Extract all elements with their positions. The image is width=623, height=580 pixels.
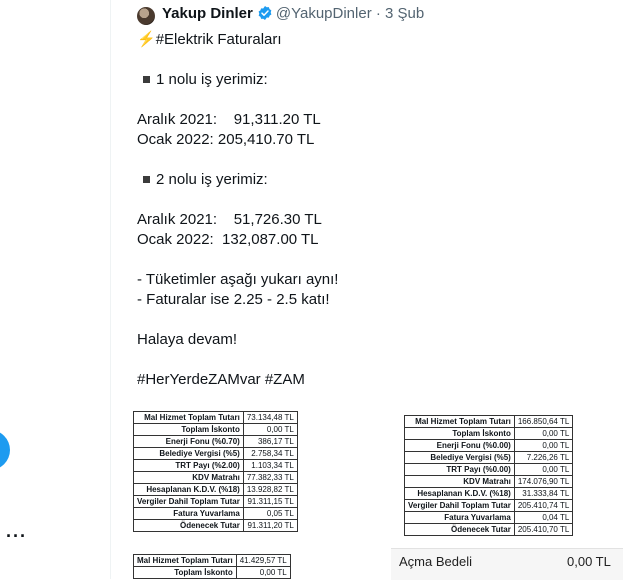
invoice-row — [134, 567, 291, 579]
text-line — [137, 110, 607, 130]
invoice-value: 77.382,33 TL — [243, 472, 297, 484]
invoice-label: Hesaplanan K.D.V. (%18) — [134, 484, 244, 496]
invoice-value: 386,17 TL — [243, 436, 297, 448]
invoice-label: Toplam İskonto — [134, 424, 244, 436]
bullet-line — [137, 170, 607, 190]
compose-button[interactable] — [0, 430, 10, 470]
bullet-line — [137, 70, 607, 90]
invoice-label: Mal Hizmet Toplam Tutarı — [134, 412, 244, 424]
invoice-row — [134, 436, 298, 448]
invoice-row — [405, 416, 573, 428]
display-name[interactable]: Yakup Dinler — [162, 5, 253, 22]
avatar[interactable] — [137, 7, 155, 25]
invoice-label: Mal Hizmet Toplam Tutarı — [134, 555, 237, 567]
line-text: - Faturalar ise 2.25 - 2.5 katı! — [137, 291, 330, 308]
invoice-row — [405, 524, 573, 536]
text-line — [137, 330, 607, 350]
text-line — [137, 370, 607, 390]
invoice-value: 91.311,15 TL — [243, 496, 297, 508]
invoice-label: KDV Matrahı — [405, 476, 515, 488]
invoice-value: 205.410,70 TL — [514, 524, 572, 536]
text-line — [137, 230, 607, 250]
invoice-table-ocak — [404, 415, 573, 536]
square-bullet-icon — [143, 76, 150, 83]
line-text: Aralık 2021: 91,311.20 TL — [137, 111, 321, 128]
line-text: - Tüketimler aşağı yukarı aynı! — [137, 271, 339, 288]
line-text: 2 nolu iş yerimiz: — [156, 171, 268, 188]
invoice-row — [405, 440, 573, 452]
invoice-value: 174.076,90 TL — [514, 476, 572, 488]
invoice-row — [134, 424, 298, 436]
invoice-row — [405, 452, 573, 464]
invoice-value: 7.226,26 TL — [514, 452, 572, 464]
invoice-label: Belediye Vergisi (%5) — [134, 448, 244, 460]
invoice-row — [134, 460, 298, 472]
invoice-value: 2.758,34 TL — [243, 448, 297, 460]
text-line — [137, 270, 607, 290]
invoice-label: Ödenecek Tutar — [134, 520, 244, 532]
invoice-value: 0,00 TL — [236, 567, 290, 579]
invoice-value: 13.928,82 TL — [243, 484, 297, 496]
invoice-label: Vergiler Dahil Toplam Tutar — [405, 500, 515, 512]
invoice-label: Enerji Fonu (%0.70) — [134, 436, 244, 448]
invoice-row — [134, 520, 298, 532]
invoice-row — [134, 472, 298, 484]
tweet-date[interactable]: 3 Şub — [385, 5, 425, 22]
invoice-value: 0,05 TL — [243, 508, 297, 520]
line-text: Halaya devam! — [137, 331, 238, 348]
invoice-value: 205.410,74 TL — [514, 500, 572, 512]
blank-line — [137, 310, 607, 330]
invoice-label: KDV Matrahı — [134, 472, 244, 484]
invoice-label: Toplam İskonto — [134, 567, 237, 579]
square-bullet-icon — [143, 176, 150, 183]
invoice-value: 73.134,48 TL — [243, 412, 297, 424]
invoice-value: 1.103,34 TL — [243, 460, 297, 472]
invoice-row — [134, 448, 298, 460]
verified-badge-icon — [257, 5, 273, 25]
text-line — [137, 130, 607, 150]
invoice-row — [134, 484, 298, 496]
invoice-value: 31.333,84 TL — [514, 488, 572, 500]
blank-line — [137, 250, 607, 270]
acma-bedeli-row — [391, 548, 623, 580]
column-divider — [110, 0, 111, 579]
invoice-row — [134, 555, 291, 567]
invoice-row — [405, 512, 573, 524]
invoice-value: 0,04 TL — [514, 512, 572, 524]
invoice-row — [405, 500, 573, 512]
invoice-value: 0,00 TL — [514, 428, 572, 440]
more-options-icon[interactable]: ··· — [6, 526, 27, 546]
invoice-label: Fatura Yuvarlama — [405, 512, 515, 524]
blank-line — [137, 190, 607, 210]
invoice-value: 166.850,64 TL — [514, 416, 572, 428]
tweet-header — [162, 5, 424, 25]
line-text: #Elektrik Faturaları — [155, 31, 282, 48]
invoice-label: Mal Hizmet Toplam Tutarı — [405, 416, 515, 428]
text-line — [137, 210, 607, 230]
tweet-heading — [137, 30, 607, 50]
invoice-value: 41.429,57 TL — [236, 555, 290, 567]
invoice-value: 0,00 TL — [514, 464, 572, 476]
handle[interactable]: @YakupDinler — [275, 5, 372, 22]
left-rail — [0, 0, 50, 579]
line-text: Ocak 2022: 132,087.00 TL — [137, 231, 319, 248]
separator-dot: · — [375, 5, 381, 22]
invoice-label: Toplam İskonto — [405, 428, 515, 440]
invoice-row — [405, 476, 573, 488]
line-text: Ocak 2022: 205,410.70 TL — [137, 131, 315, 148]
line-text: 1 nolu iş yerimiz: — [156, 71, 268, 88]
acma-value: 0,00 TL — [567, 554, 611, 569]
acma-label: Açma Bedeli — [399, 554, 472, 569]
blank-line — [137, 90, 607, 110]
invoice-label: Belediye Vergisi (%5) — [405, 452, 515, 464]
blank-line — [137, 350, 607, 370]
lightning-icon: ⚡ — [137, 31, 156, 48]
invoice-table-aralik — [133, 411, 298, 532]
invoice-label: Enerji Fonu (%0.00) — [405, 440, 515, 452]
invoice-row — [134, 412, 298, 424]
invoice-label: Fatura Yuvarlama — [134, 508, 244, 520]
invoice-label: Vergiler Dahil Toplam Tutar — [134, 496, 244, 508]
invoice-row — [134, 508, 298, 520]
text-line — [137, 290, 607, 310]
blank-line — [137, 150, 607, 170]
invoice-value: 0,00 TL — [514, 440, 572, 452]
invoice-row — [405, 428, 573, 440]
invoice-value: 0,00 TL — [243, 424, 297, 436]
blank-line — [137, 50, 607, 70]
invoice-row — [405, 464, 573, 476]
invoice-table-second — [133, 554, 291, 579]
invoice-label: Hesaplanan K.D.V. (%18) — [405, 488, 515, 500]
invoice-label: TRT Payı (%0.00) — [405, 464, 515, 476]
invoice-row — [134, 496, 298, 508]
invoice-value: 91.311,20 TL — [243, 520, 297, 532]
invoice-label: TRT Payı (%2.00) — [134, 460, 244, 472]
invoice-label: Ödenecek Tutar — [405, 524, 515, 536]
tweet-text — [137, 30, 607, 390]
line-text: Aralık 2021: 51,726.30 TL — [137, 211, 322, 228]
invoice-row — [405, 488, 573, 500]
line-text: #HerYerdeZAMvar #ZAM — [137, 371, 305, 388]
